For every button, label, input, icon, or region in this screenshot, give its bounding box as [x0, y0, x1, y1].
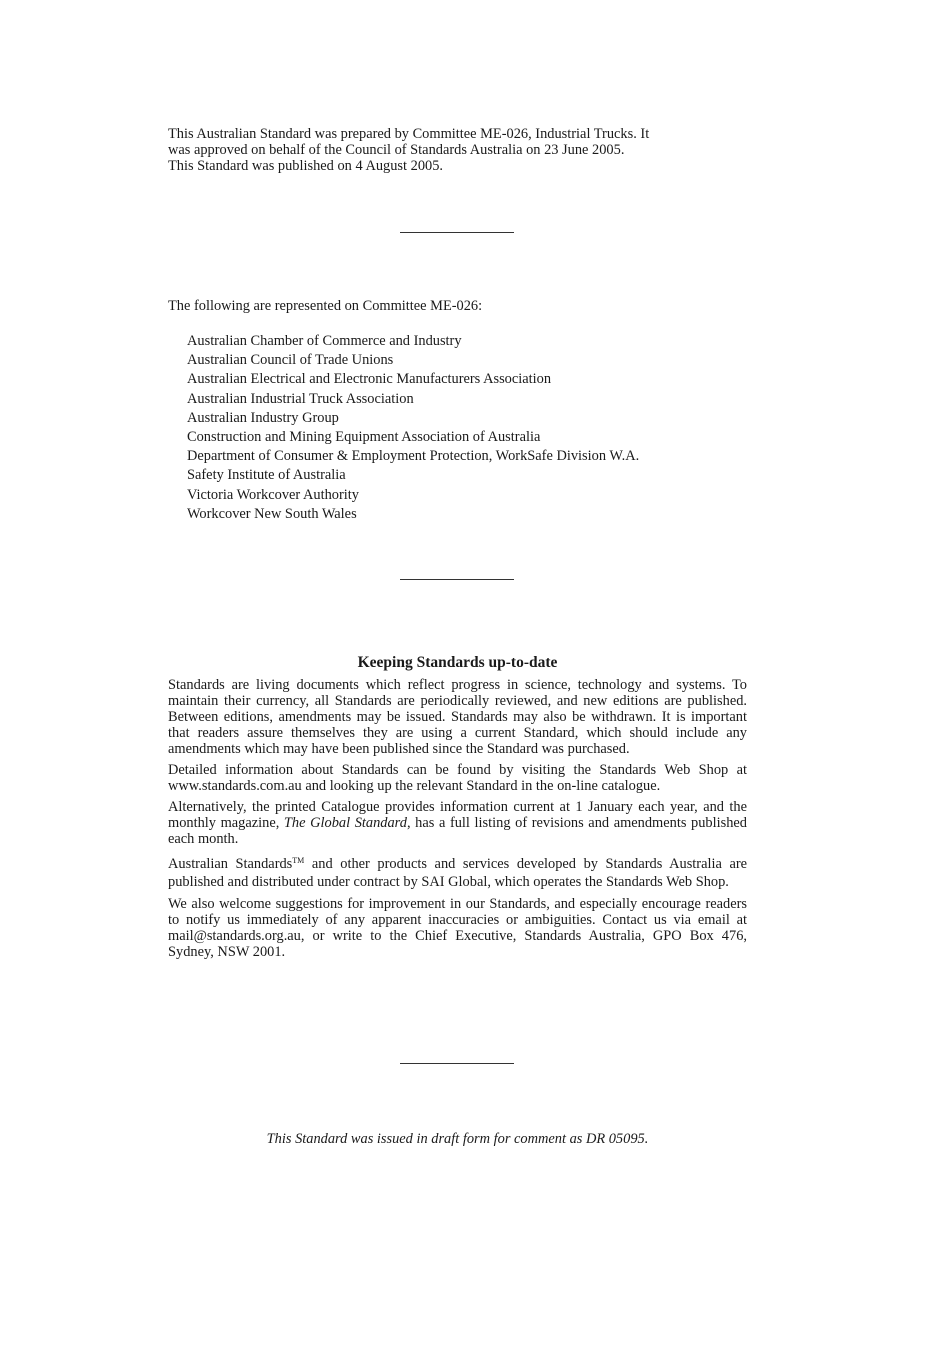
committee-intro: The following are represented on Committee ME-026: — [168, 298, 483, 314]
preparation-line-1: This Australian Standard was prepared by Committee ME-026, Industrial Trucks. It — [168, 126, 650, 142]
member-item: Australian Industry Group — [187, 409, 339, 426]
magazine-title: The Global Standard — [283, 815, 407, 831]
member-item: Australian Industrial Truck Association — [187, 390, 414, 407]
committee-member-list — [187, 332, 639, 524]
member-item: Victoria Workcover Authority — [187, 486, 359, 503]
member-item: Australian Chamber of Commerce and Industry — [187, 333, 462, 349]
section-heading: Keeping Standards up-to-date — [357, 654, 558, 671]
keeping-up-to-date-body — [168, 677, 747, 965]
paragraph-4-start: Australian Standards — [168, 856, 293, 872]
paragraph-4-end: and other products and services developed by Standards Australia are published and distributed under contract by SAI Global, which operates the Standards Web Shop. — [168, 856, 748, 890]
trademark-mark: TM — [292, 856, 305, 865]
member-item: Australian Electrical and Electronic Manufacturers Association — [187, 371, 552, 388]
paragraph-5: We also welcome suggestions for improvement in our Standards, and especially encourage readers to notify us immediately of any apparent inaccuracies or ambiguities. Contact us via email at mail@standards.org.au, or write to the Chief Executive, Standards Australia, GPO Box 476, Sydney, NSW 2001. — [168, 896, 747, 960]
paragraph-3-start: Alternatively, the printed Catalogue provides information current at 1 January each year, and the monthly magazine, — [168, 799, 747, 831]
preparation-line-2: was approved on behalf of the Council of Standards Australia on 23 June 2005. — [168, 142, 625, 158]
preparation-statement — [168, 126, 747, 174]
paragraph-4 — [168, 852, 747, 891]
divider-1 — [400, 232, 514, 233]
paragraph-1: Standards are living documents which reflect progress in science, technology and systems. To maintain their currency, all Standards are periodically reviewed, and new editions are published. Between editions, amendments may be issued. Standards may also be withdrawn. It is important that readers assure themselves they are using a current Standard, which should include any amendments which may have been published since the Standard was purchased. — [168, 677, 747, 757]
paragraph-3 — [168, 799, 747, 847]
divider-2 — [400, 579, 514, 580]
member-item: Australian Council of Trade Unions — [187, 352, 394, 369]
member-item: Workcover New South Wales — [187, 505, 357, 522]
paragraph-3-end: , has a full listing of revisions and amendments published each month. — [168, 815, 747, 847]
preparation-line-3: This Standard was published on 4 August 2005. — [168, 158, 444, 174]
member-item: Construction and Mining Equipment Association of Australia — [187, 428, 541, 445]
member-item: Safety Institute of Australia — [187, 467, 346, 484]
paragraph-2: Detailed information about Standards can be found by visiting the Standards Web Shop at www.standards.com.au and looking up the relevant Standard in the on-line catalogue. — [168, 762, 747, 794]
draft-note: This Standard was issued in draft form for comment as DR 05095. — [266, 1131, 649, 1147]
divider-3 — [400, 1063, 514, 1064]
member-item: Department of Consumer & Employment Protection, WorkSafe Division W.A. — [187, 448, 640, 465]
